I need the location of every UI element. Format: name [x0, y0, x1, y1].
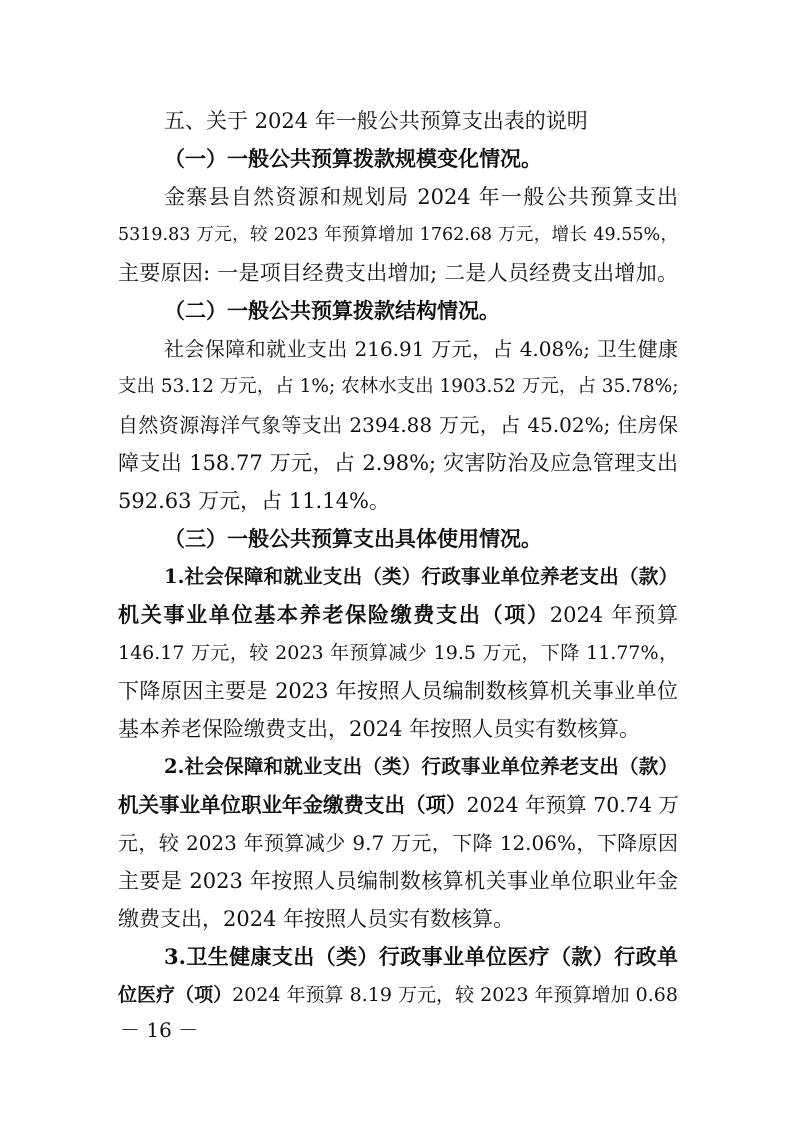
item3-line-2-rest: 2024 年预算 8.19 万元，较 2023 年预算增加 0.68: [232, 984, 678, 1006]
item1-line-4: 下降原因主要是 2023 年按照人员编制数核算机关事业单位: [118, 679, 678, 703]
sub1-line-3: 主要原因: 一是项目经费支出增加; 二是人员经费支出增加。: [118, 261, 678, 285]
item1-line-2: [118, 598, 678, 632]
item2-line-3: 元，较 2023 年预算减少 9.7 万元，下降 12.06%，下降原因: [118, 831, 678, 855]
item3-line-2: [118, 978, 678, 1012]
item1-line-2-rest: 2024 年预算: [549, 603, 679, 627]
item2-title-cont: 机关事业单位职业年金缴费支出（项）: [118, 793, 467, 817]
sub2-line-3: 自然资源海洋气象等支出 2394.88 万元，占 45.02%; 住房保: [118, 413, 678, 437]
sub2-line-1: 社会保障和就业支出 216.91 万元，占 4.08%; 卫生健康: [164, 337, 678, 361]
sub2-line-2: 支出 53.12 万元，占 1%; 农林水支出 1903.52 万元，占 35.78%;: [118, 376, 679, 397]
item1-title-cont: 机关事业单位基本养老保险缴费支出（项）: [118, 602, 550, 627]
item1-line-5: 基本养老保险缴费支出，2024 年按照人员实有数核算。: [118, 717, 641, 741]
sub1-line-1: 金寨县自然资源和规划局 2024 年一般公共预算支出: [164, 185, 678, 209]
section-title: 五、关于 2024 年一般公共预算支出表的说明: [164, 109, 588, 133]
item1-line-3: 146.17 万元，较 2023 年预算减少 19.5 万元，下降 11.77%，: [118, 642, 678, 664]
sub1-heading: （一）一般公共预算拨款规模变化情况。: [164, 146, 542, 171]
item2-title-line: 2.社会保障和就业支出（类）行政事业单位养老支出（款）: [164, 755, 678, 778]
item2-line-2-rest: 2024 年预算 70.74 万: [466, 793, 679, 817]
item3-title-line: 3.卫生健康支出（类）行政事业单位医疗（款）行政单: [164, 944, 678, 969]
item2-line-2: [118, 788, 678, 822]
page-number: － 16 －: [120, 1018, 199, 1042]
sub2-heading: （二）一般公共预算拨款结构情况。: [164, 298, 500, 323]
sub2-line-4: 障支出 158.77 万元，占 2.98%; 灾害防治及应急管理支出: [118, 451, 678, 475]
item1-title-line: 1.社会保障和就业支出（类）行政事业单位养老支出（款）: [164, 565, 678, 588]
item2-line-4: 主要是 2023 年按照人员编制数核算机关事业单位职业年金: [118, 869, 678, 893]
item2-line-5: 缴费支出，2024 年按照人员实有数核算。: [118, 907, 515, 931]
item3-title-cont: 位医疗（项）: [118, 984, 233, 1006]
sub2-line-5: 592.63 万元，占 11.14%。: [118, 489, 390, 513]
sub3-heading: （三）一般公共预算支出具体使用情况。: [164, 526, 542, 551]
sub1-line-2: 5319.83 万元，较 2023 年预算增加 1762.68 万元，增长 49.55%，: [118, 225, 678, 245]
